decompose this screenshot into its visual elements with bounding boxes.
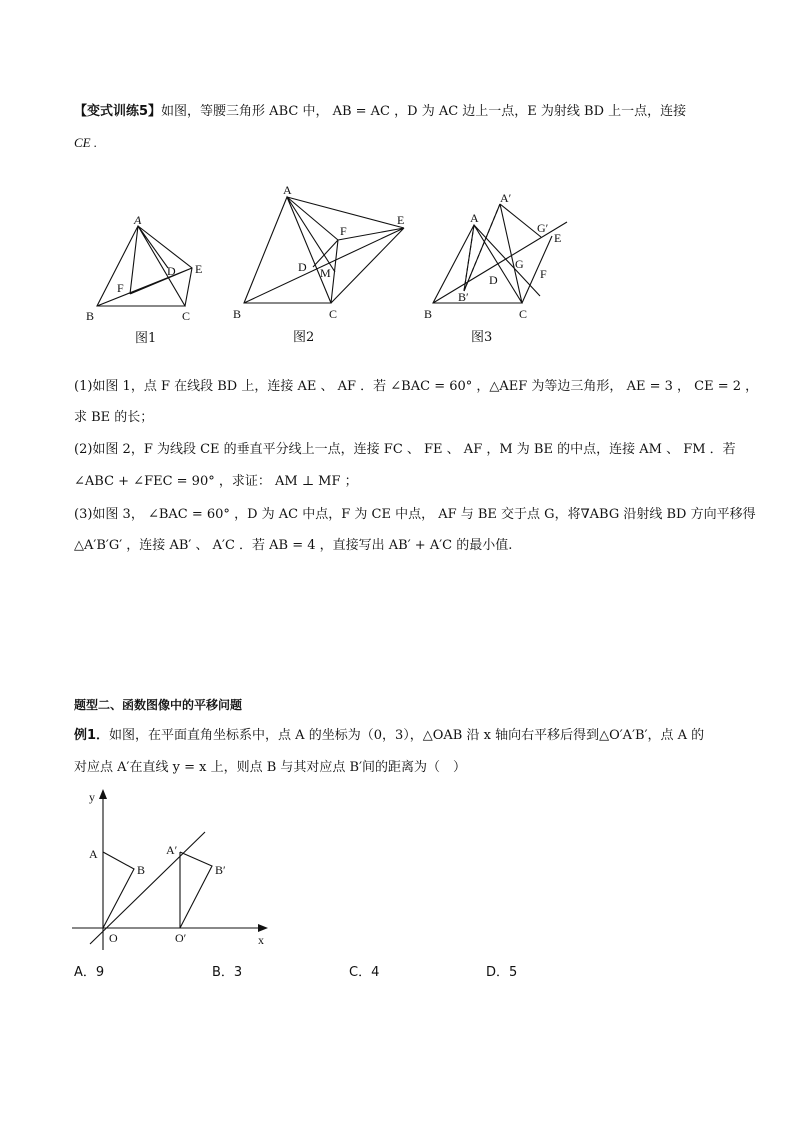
fig1-label-F: F (117, 281, 124, 295)
fig1-label-D: D (167, 264, 176, 278)
axis-y-label: y (89, 790, 95, 804)
point-O-prime: O′ (175, 931, 187, 945)
fig3-label-G-prime: G′ (537, 221, 549, 235)
fig1-label-E: E (195, 262, 203, 276)
fig3-label-E: E (554, 231, 562, 245)
q2-line2: ∠ABC + ∠FEC = 90° ，求证： AM ⊥ MF ； (74, 474, 358, 489)
problem5-heading: 【变式训练5】 (74, 104, 162, 119)
point-O: O (109, 931, 118, 945)
fig1-label-A: A (134, 213, 142, 227)
fig2-label-A: A (283, 183, 292, 197)
fig3-label-B-prime: B′ (458, 290, 469, 304)
fig3-label-B: B (424, 307, 433, 321)
q3-line2: △A′B′G′ ，连接 AB′ 、 A′C ．若 AB = 4 ，直接写出 AB′ + A′C 的最小值. (74, 538, 513, 553)
fig2-label-B: B (233, 307, 242, 321)
fig3-caption: 图3 (471, 330, 493, 345)
fig1-drawing (97, 226, 192, 306)
example-statement: 如图，在平面直角坐标系中，点 A 的坐标为（0，3），△OAB 沿 x 轴向右平移后得到△O′A′B′，点 A 的 (109, 728, 705, 743)
choice-d[interactable]: D．5 (486, 965, 518, 980)
choice-c[interactable]: C．4 (349, 965, 380, 980)
fig3-label-G: G (515, 257, 524, 271)
fig3-label-A: A (470, 211, 479, 225)
fig1-label-B: B (86, 309, 95, 323)
fig2-caption: 图2 (293, 330, 315, 345)
problem5-line1 (74, 103, 686, 121)
q1-line1: (1)如图 1，点 F 在线段 BD 上，连接 AE 、 AF ．若 ∠BAC = 60° ，△AEF 为等边三角形， AE = 3 ， CE = 2 ， (74, 379, 759, 394)
fig2-label-M: M (320, 266, 331, 280)
fig1-caption: 图1 (135, 331, 157, 346)
figures-row (0, 175, 794, 355)
point-B: B (137, 863, 146, 877)
example-line2: 对应点 A′在直线 y = x 上，则点 B 与其对应点 B′间的距离为（ ） (74, 760, 467, 775)
q1-line2: 求 BE 的长； (74, 410, 154, 425)
point-B-prime: B′ (215, 863, 226, 877)
fig2-label-F: F (340, 224, 347, 238)
point-A: A (89, 847, 98, 861)
fig2-label-C: C (329, 307, 338, 321)
fig3-drawing (433, 204, 567, 303)
fig3-label-A-prime: A′ (500, 191, 512, 205)
fig3-label-F: F (540, 267, 547, 281)
example-label: 例1． (74, 728, 110, 743)
fig1-label-C: C (182, 309, 191, 323)
choice-b[interactable]: B．3 (212, 965, 243, 980)
point-A-prime: A′ (166, 843, 178, 857)
fig2-drawing (244, 197, 404, 303)
axis-x-label: x (258, 933, 264, 947)
q2-line1: (2)如图 2，F 为线段 CE 的垂直平分线上一点，连接 FC 、 FE 、 AF ，M 为 BE 的中点，连接 AM 、 FM ．若 (74, 442, 736, 457)
fig2-label-E: E (397, 213, 405, 227)
problem5-statement: 如图，等腰三角形 ABC 中， AB = AC ，D 为 AC 边上一点，E 为射线 BD 上一点，连接 (161, 104, 687, 119)
choice-a[interactable]: A．9 (74, 965, 105, 980)
fig3-label-D: D (489, 273, 498, 287)
example-line1 (74, 727, 704, 745)
fig3-label-C: C (519, 307, 528, 321)
fig2-label-D: D (298, 260, 307, 274)
problem5-line2: CE . (74, 135, 98, 150)
coordinate-figure (60, 785, 280, 955)
section-title: 题型二、函数图像中的平移问题 (74, 698, 243, 712)
q3-line1: (3)如图 3， ∠BAC = 60° ，D 为 AC 中点，F 为 CE 中点， AF 与 BE 交于点 G，将∇ABG 沿射线 BD 方向平移得 (74, 507, 756, 522)
